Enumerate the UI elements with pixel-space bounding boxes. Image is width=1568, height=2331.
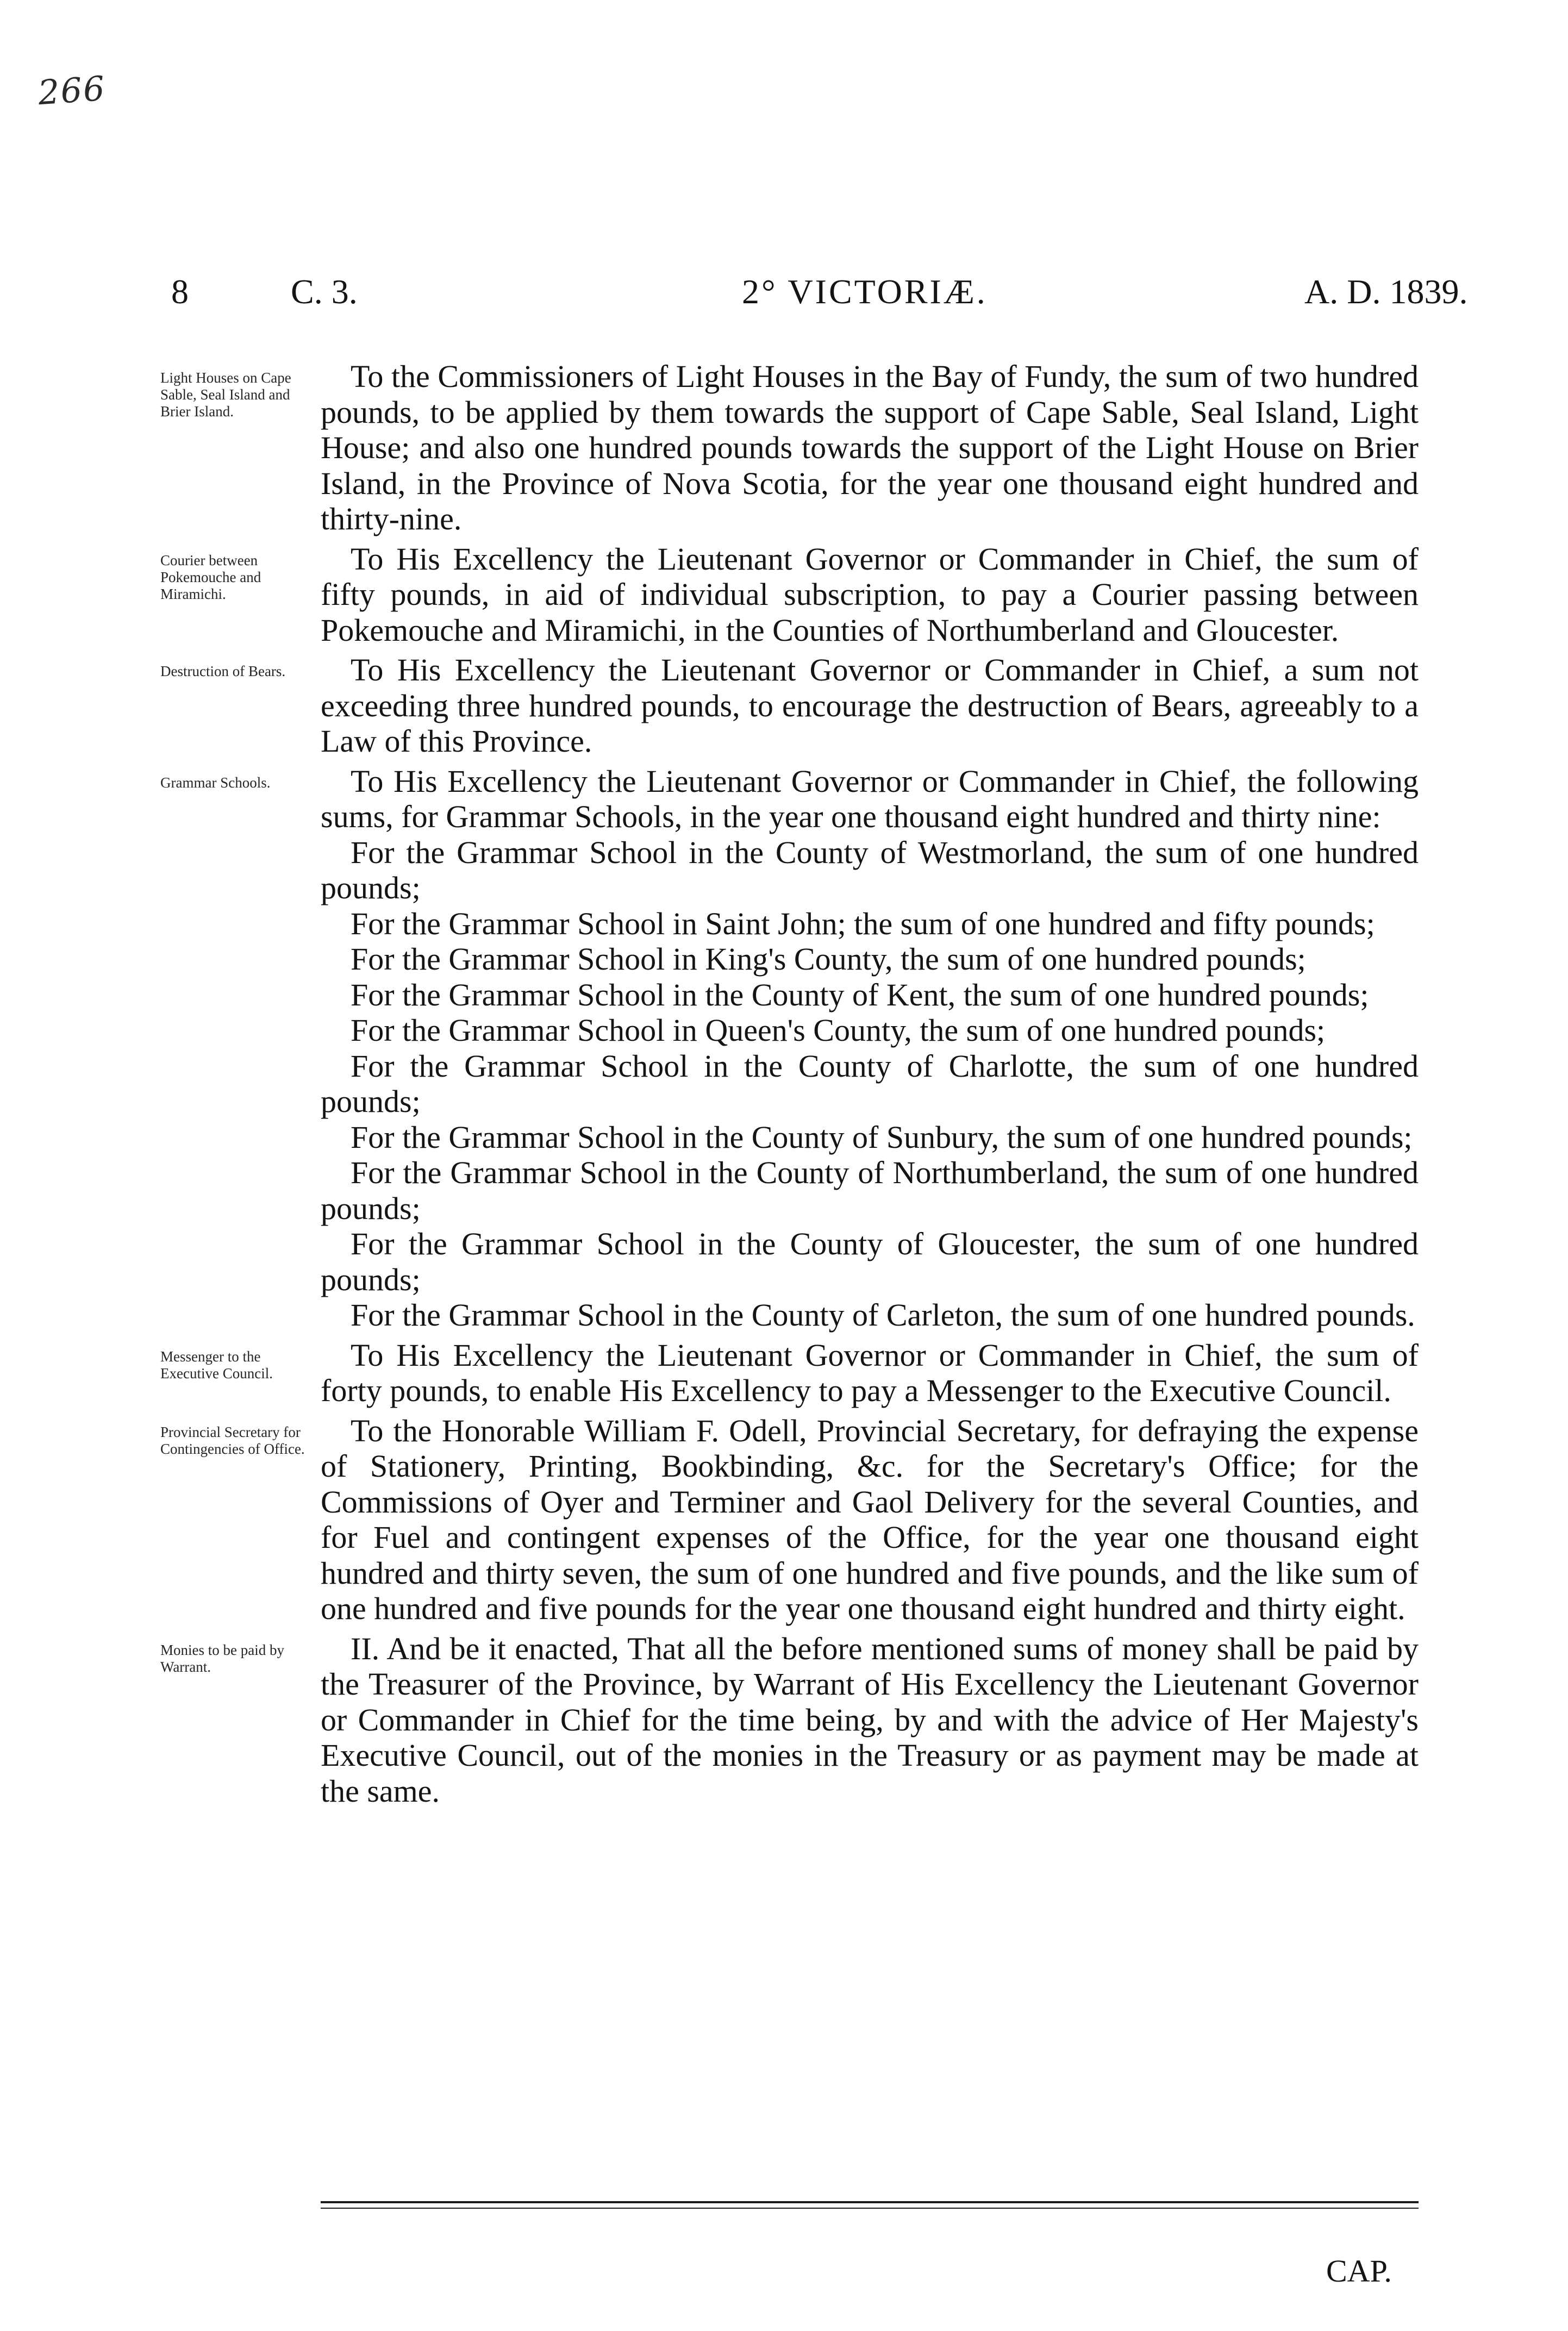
closing-rule [321, 2201, 1419, 2203]
grammar-school-item: For the Grammar School in Saint John; the sum of one hundred and fifty pounds; [351, 905, 1375, 941]
regnal-year: 2° VICTORIÆ. [742, 272, 988, 311]
margin-note: Provincial Secretary for Contingencies of Office. [160, 1423, 305, 1457]
paragraph: To His Excellency the Lieutenant Governor or Commander in Chief, a sum not exceeding three hundred pounds, to encourage the destruction of Bears, agreeably to a Law of this Province. [321, 652, 1419, 759]
grammar-school-item: For the Grammar School in the County of Westmorland, the sum of one hundred pounds; [321, 834, 1419, 905]
chapter-number: C. 3. [291, 272, 358, 311]
section-monies-by-warrant [0, 1631, 1568, 1809]
grammar-school-item: For the Grammar School in the County of Sunbury, the sum of one hundred pounds; [351, 1119, 1413, 1155]
section-bears [0, 652, 1568, 759]
running-header [0, 272, 1568, 337]
section-courier [0, 541, 1568, 648]
paragraph: To His Excellency the Lieutenant Governor or Commander in Chief, the sum of fifty pounds, in aid of individual subscription, to pay a Courier passing between Pokemouche and Miramichi, in the Counties of Northumberland and Gloucester. [321, 541, 1419, 648]
calendar-year: A. D. 1839. [1304, 272, 1468, 311]
section-light-houses [0, 359, 1568, 537]
grammar-school-item: For the Grammar School in the County of Gloucester, the sum of one hundred pounds; [321, 1226, 1419, 1297]
paragraph: To the Honorable William F. Odell, Provincial Secretary, for defraying the expense of Stationery, Printing, Bookbinding, &c. for the Secretary's Office; for the Commissions of Oyer and Terminer and Gaol Delivery for the several Counties, and for Fuel and contingent expenses of the Office, for the year one thousand eight hundred and thirty seven, the sum of one hundred and five pounds, and the like sum of one hundred and five pounds for the year one thousand eight hundred and thirty eight. [321, 1413, 1419, 1626]
grammar-school-item: For the Grammar School in the County of Carleton, the sum of one hundred pounds. [351, 1297, 1415, 1333]
grammar-school-item: For the Grammar School in the County of Kent, the sum of one hundred pounds; [351, 977, 1369, 1013]
section-grammar-schools [0, 764, 1568, 1333]
closing-rule-thin [321, 2208, 1419, 2209]
paragraph: II. And be it enacted, That all the before mentioned sums of money shall be paid by the Treasurer of the Province, by Warrant of His Excellency the Lieutenant Governor or Commander in Chief for the time being, by and with the advice of Her Majesty's Executive Council, out of the monies in the Treasury or as payment may be made at the same. [321, 1630, 1419, 1809]
catchword: CAP. [1326, 2253, 1392, 2289]
document-body [0, 359, 1568, 1813]
grammar-school-item: For the Grammar School in Queen's County, the sum of one hundred pounds; [351, 1013, 1326, 1048]
section-provincial-secretary [0, 1413, 1568, 1627]
margin-note: Light Houses on Cape Sable, Seal Island and Brier Island. [160, 370, 291, 420]
paragraph: To His Excellency the Lieutenant Governor or Commander in Chief, the sum of forty pounds, to enable His Excellency to pay a Messenger to the Executive Council. [321, 1337, 1419, 1408]
paragraph: To His Excellency the Lieutenant Governor or Commander in Chief, the following sums, for Grammar Schools, in the year one thousand eight hundred and thirty nine: [321, 763, 1419, 834]
margin-note: Destruction of Bears. [160, 663, 286, 679]
grammar-school-item: For the Grammar School in the County of Charlotte, the sum of one hundred pounds; [321, 1048, 1419, 1119]
grammar-school-item: For the Grammar School in the County of Northumberland, the sum of one hundred pounds; [321, 1155, 1419, 1226]
paragraph: To the Commissioners of Light Houses in the Bay of Fundy, the sum of two hundred pounds, to be applied by them towards the support of Cape Sable, Seal Island, Light House; and also one hundred pounds towards the support of the Light House on Brier Island, in the Province of Nova Scotia, for the year one thousand eight hundred and thirty-nine. [321, 359, 1419, 536]
section-messenger [0, 1338, 1568, 1409]
margin-note: Grammar Schools. [160, 774, 271, 791]
page-number: 8 [171, 272, 189, 311]
grammar-school-item: For the Grammar School in King's County, the sum of one hundred pounds; [351, 941, 1306, 977]
handwritten-annotation: 266 [36, 68, 107, 113]
margin-note: Monies to be paid by Warrant. [160, 1641, 284, 1675]
margin-note: Courier between Pokemouche and Miramichi. [160, 552, 261, 602]
margin-note: Messenger to the Executive Council. [160, 1348, 273, 1382]
